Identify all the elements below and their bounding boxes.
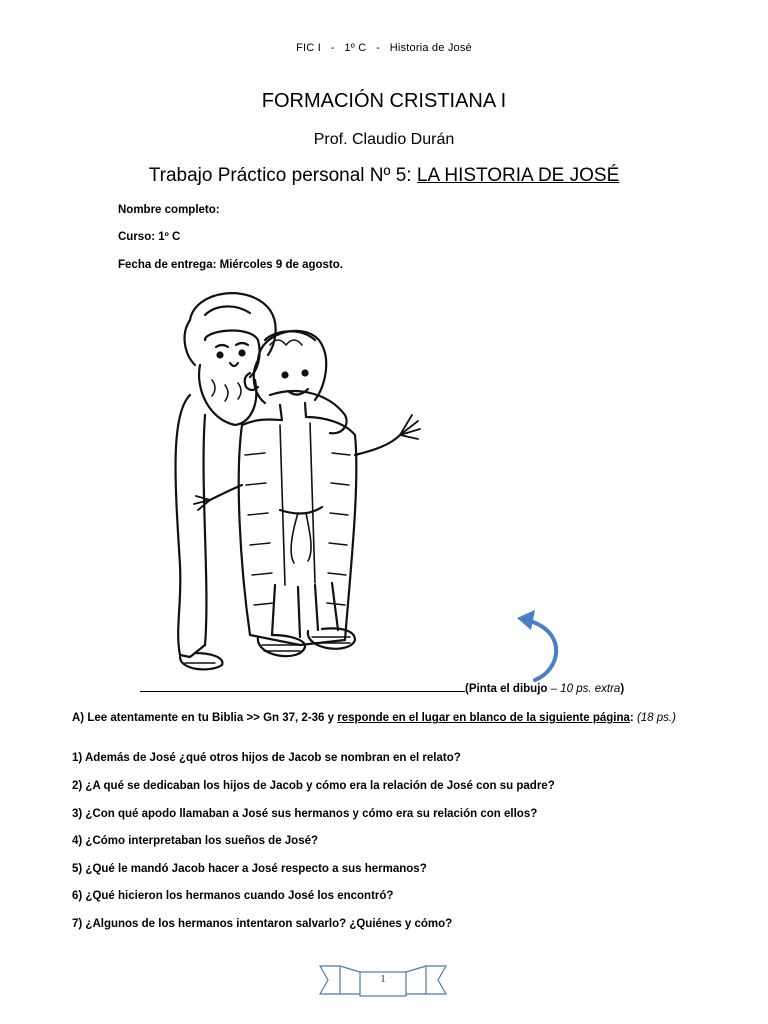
section-a-colon: : — [629, 712, 637, 724]
course-field-label: Curso: 1º C — [118, 231, 181, 243]
page-number-ribbon — [318, 960, 448, 1005]
curved-arrow-icon — [505, 600, 565, 690]
assignment-prefix: Trabajo Práctico personal Nº 5: — [148, 165, 417, 186]
paint-note-close: ) — [620, 683, 625, 695]
section-a-points: (18 ps.) — [636, 712, 676, 724]
page-header — [0, 42, 768, 54]
document-title: FORMACIÓN CRISTIANA I — [261, 90, 507, 112]
header-grade: 1º C — [344, 42, 367, 54]
professor-name: Prof. Claudio Durán — [313, 131, 455, 148]
paint-note-points: 10 ps. extra — [560, 683, 621, 695]
question-2: 2) ¿A qué se dedicaban los hijos de Jacob y cómo era la relación de José con su padre? — [72, 780, 555, 792]
header-separator: - — [330, 42, 335, 54]
section-a-instructions — [72, 710, 702, 727]
coloring-illustration — [150, 285, 440, 695]
name-field-label: Nombre completo: — [118, 204, 220, 216]
paint-note-text: (Pinta el dibujo — [465, 683, 551, 695]
header-course: FIC I — [296, 42, 321, 54]
paint-instruction — [140, 680, 624, 695]
question-6: 6) ¿Qué hicieron los hermanos cuando José los encontró? — [72, 890, 394, 902]
section-a-underlined: responde en el lugar en blanco de la siguiente página — [337, 712, 630, 724]
section-a-lead: A) Lee atentamente en tu Biblia >> Gn 37, 2-36 y — [72, 712, 338, 724]
question-5: 5) ¿Qué le mandó Jacob hacer a José respecto a sus hermanos? — [72, 863, 427, 875]
assignment-topic: LA HISTORIA DE JOSÉ — [416, 165, 620, 186]
header-topic: Historia de José — [389, 42, 472, 54]
header-separator: - — [376, 42, 380, 54]
page-number: 1 — [380, 973, 386, 985]
question-1: 1) Además de José ¿qué otros hijos de Jacob se nombran en el relato? — [72, 752, 461, 764]
due-date-label: Fecha de entrega: Miércoles 9 de agosto. — [118, 259, 343, 271]
question-4: 4) ¿Cómo interpretaban los sueños de José? — [72, 835, 319, 847]
question-3: 3) ¿Con qué apodo llamaban a José sus hermanos y cómo era su relación con ellos? — [72, 808, 538, 820]
paint-note-dash: – — [550, 683, 561, 695]
question-7: 7) ¿Algunos de los hermanos intentaron salvarlo? ¿Quiénes y cómo? — [72, 918, 453, 930]
signature-line — [140, 680, 465, 692]
assignment-title — [0, 165, 768, 187]
